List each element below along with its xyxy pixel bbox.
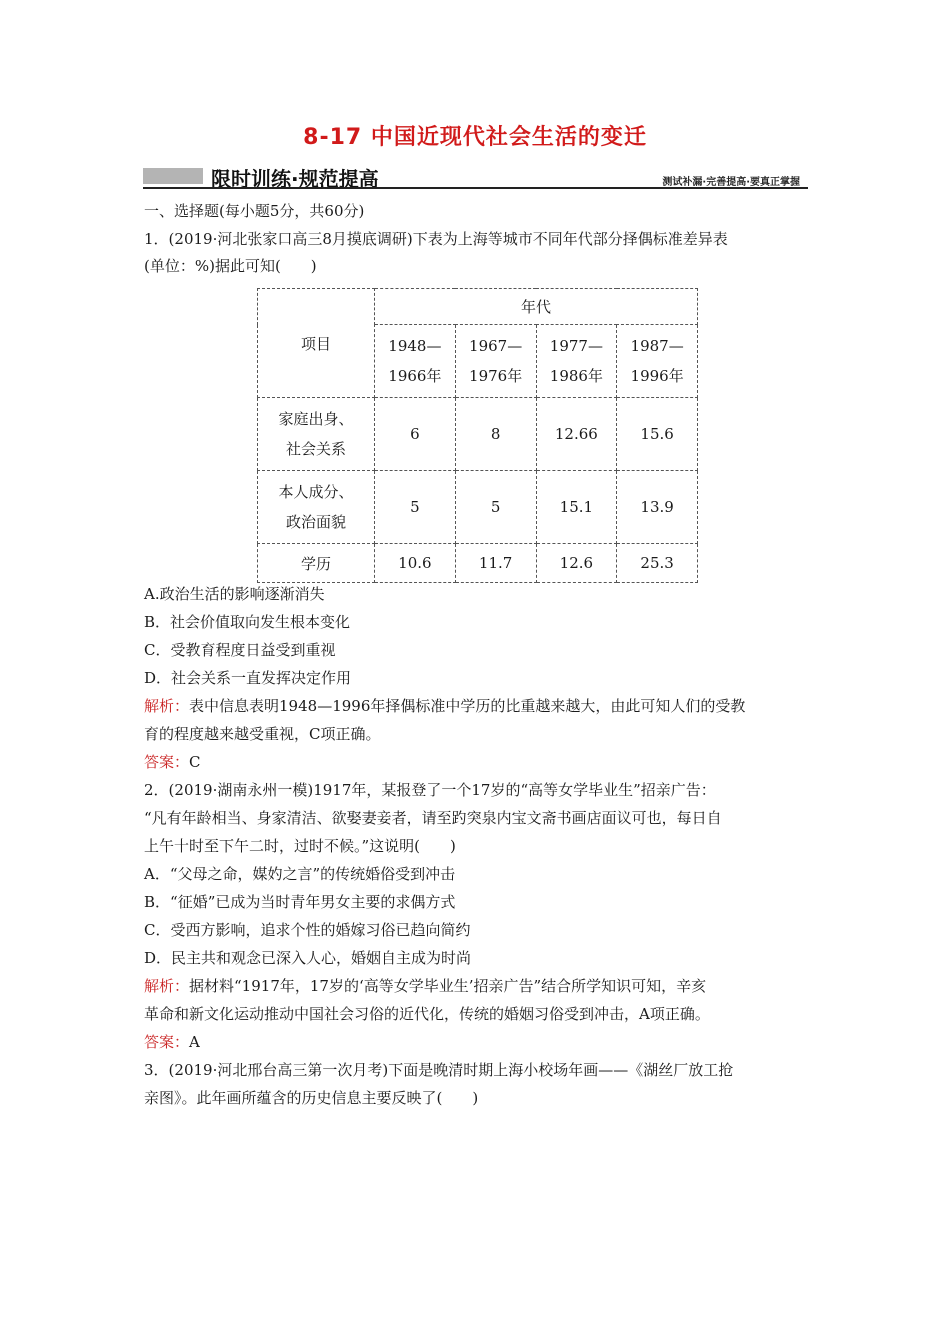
section-banner — [143, 163, 808, 189]
period-header: 1967— 1976年 — [455, 325, 536, 398]
q2-analysis-line1: 解析：据材料“1917年，17岁的‘高等女学毕业生’招亲广告”结合所学知识可知，辛亥 — [144, 977, 707, 995]
q1-analysis-line1: 解析：表中信息表明1948—1996年择偶标准中学历的比重越来越大，由此可知人们的受教 — [144, 697, 746, 715]
table-row — [258, 471, 698, 544]
q2-analysis-line2: 革命和新文化运动推动中国社会习俗的近代化，传统的婚姻习俗受到冲击，A项正确。 — [144, 1005, 710, 1023]
q2-stem-line1: 2．(2019·湖南永州一模)1917年，某报登了一个17岁的“高等女学毕业生”招亲广告： — [144, 781, 716, 799]
row-label: 学历 — [258, 544, 375, 583]
answer-label: 答案： — [144, 753, 190, 771]
banner-tagline: 测试补漏·完善提高·要真正掌握 — [662, 177, 800, 188]
banner-rule — [143, 187, 808, 189]
q2-option-a: A．“父母之命，媒妁之言”的传统婚俗受到冲击 — [144, 865, 456, 883]
table-row — [258, 544, 698, 583]
mate-criteria-table — [257, 288, 698, 583]
q1-analysis-line2: 育的程度越来越受重视，C项正确。 — [144, 725, 381, 743]
table-cell: 11.7 — [455, 544, 536, 583]
q3-stem-line2: 亲图》。此年画所蕴含的历史信息主要反映了( ) — [144, 1089, 479, 1107]
period-header: 1977— 1986年 — [536, 325, 617, 398]
q1-answer: 答案：C — [144, 753, 201, 771]
banner-heading: 限时训练·规范提高 — [211, 167, 379, 191]
q3-stem-line1: 3．(2019·河北邢台高三第一次月考)下面是晚清时期上海小校场年画——《湖丝厂放工抢 — [144, 1061, 734, 1079]
table-cell: 12.6 — [536, 544, 617, 583]
q1-stem-line1: 1．(2019·河北张家口高三8月摸底调研)下表为上海等城市不同年代部分择偶标准差异表 — [144, 230, 728, 248]
q1-stem-line2: (单位：%)据此可知( ) — [144, 257, 317, 275]
table-cell: 5 — [375, 471, 456, 544]
table-cell: 13.9 — [617, 471, 698, 544]
analysis-label: 解析： — [144, 697, 190, 715]
q2-answer: 答案：A — [144, 1033, 200, 1051]
table-cell: 8 — [455, 398, 536, 471]
table-cell: 15.1 — [536, 471, 617, 544]
table-cell: 10.6 — [375, 544, 456, 583]
table-header-item: 项目 — [258, 289, 375, 398]
page-title: 8-17 中国近现代社会生活的变迁 — [303, 125, 647, 150]
table-row — [258, 398, 698, 471]
banner-gray-bar — [143, 168, 203, 184]
table-cell: 12.66 — [536, 398, 617, 471]
analysis-label: 解析： — [144, 977, 190, 995]
row-label: 本人成分、 政治面貌 — [258, 471, 375, 544]
q2-stem-line2: “凡有年龄相当、身家清洁、欲娶妻妾者，请至趵突泉内宝文斋书画店面议可也，每日自 — [144, 809, 722, 827]
table-header-era: 年代 — [375, 289, 698, 325]
q2-option-d: D．民主共和观念已深入人心，婚姻自主成为时尚 — [144, 949, 472, 967]
q1-option-b: B．社会价值取向发生根本变化 — [144, 613, 351, 631]
table-cell: 5 — [455, 471, 536, 544]
answer-label: 答案： — [144, 1033, 190, 1051]
q2-option-c: C．受西方影响，追求个性的婚嫁习俗已趋向简约 — [144, 921, 471, 939]
q1-option-c: C．受教育程度日益受到重视 — [144, 641, 336, 659]
period-header: 1948— 1966年 — [375, 325, 456, 398]
table-cell: 15.6 — [617, 398, 698, 471]
q2-option-b: B．“征婚”已成为当时青年男女主要的求偶方式 — [144, 893, 456, 911]
q2-stem-line3: 上午十时至下午二时，过时不候。”这说明( ) — [144, 837, 456, 855]
q1-option-d: D．社会关系一直发挥决定作用 — [144, 669, 352, 687]
table-cell: 6 — [375, 398, 456, 471]
section-heading: 一、选择题(每小题5分，共60分) — [144, 202, 365, 220]
table-cell: 25.3 — [617, 544, 698, 583]
period-header: 1987— 1996年 — [617, 325, 698, 398]
q1-option-a: A.政治生活的影响逐渐消失 — [144, 585, 325, 603]
row-label: 家庭出身、 社会关系 — [258, 398, 375, 471]
